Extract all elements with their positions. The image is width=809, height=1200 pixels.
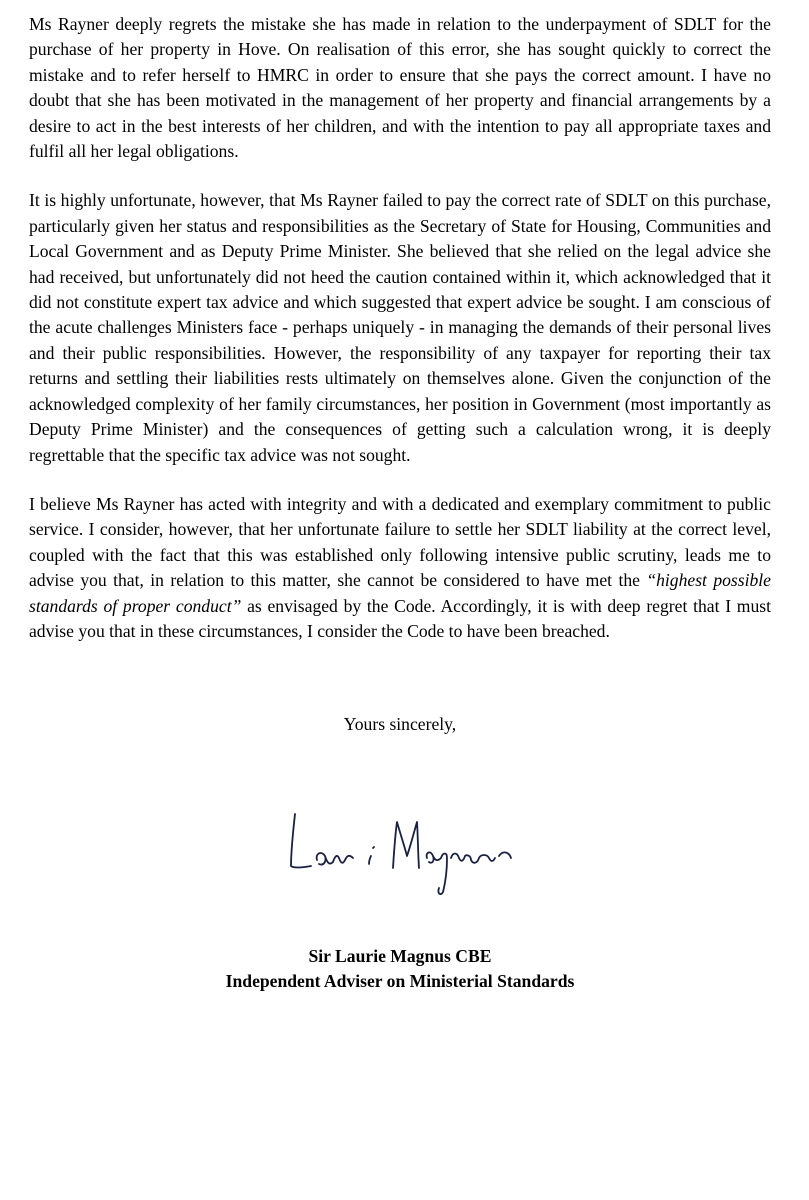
closing-salutation: Yours sincerely, [343, 714, 457, 734]
signature-block [29, 944, 771, 995]
paragraph-conclusion-text: I believe Ms Rayner has acted with integrity and with a dedicated and exemplary commitment to public service. I consider, however, that her unfortunate failure to settle her SDLT liability at the correct level, coupled with the fact that this was established only following intensive public scrutiny, leads me to advise you that, in relation to this matter, she cannot be considered to have met the [29, 493, 771, 591]
handwritten-signature [257, 792, 557, 902]
paragraph-regret: Ms Rayner deeply regrets the mistake she has made in relation to the underpayment of SDLT for the purchase of her property in Hove. On realisation of this error, she has sought quickly to correct the mistake and to refer herself to HMRC in order to ensure that she pays the correct amount. I have no doubt that she has been motivated in the management of her property and financial arrangements by a desire to act in the best interests of her children, and with the intention to pay all appropriate taxes and fulfil all her legal obligations. [29, 14, 771, 162]
letter-page [29, 12, 771, 992]
quoted-standard: “highest possible standards of proper conduct” [29, 570, 771, 616]
signatory-name: Sir Laurie Magnus CBE [308, 946, 492, 966]
paragraph-conclusion-end: as envisaged by the Code. Accordingly, it is with deep regret that I must advise you that in these circumstances, I consider the Code to have been breached. [29, 595, 771, 641]
signatory-title: Independent Adviser on Ministerial Standards [225, 971, 575, 992]
paragraph-failure: It is highly unfortunate, however, that Ms Rayner failed to pay the correct rate of SDLT on this purchase, particularly given her status and responsibilities as the Secretary of State for Housing, Communities and Local Government and as Deputy Prime Minister. She believed that she relied on the legal advice she had received, but unfortunately did not heed the caution contained within it, which acknowledged that it did not constitute expert tax advice and which suggested that expert advice be sought. I am conscious of the acute challenges Ministers face - perhaps uniquely - in managing the demands of their personal lives and their public responsibilities. However, the responsibility of any taxpayer for reporting their tax returns and settling their liabilities rests ultimately on themselves alone. Given the conjunction of the acknowledged complexity of her family circumstances, her position in Government (most importantly as Deputy Prime Minister) and the consequences of getting such a calculation wrong, it is deeply regrettable that the specific tax advice was not sought. [29, 190, 771, 465]
paragraph-conclusion [29, 492, 771, 644]
